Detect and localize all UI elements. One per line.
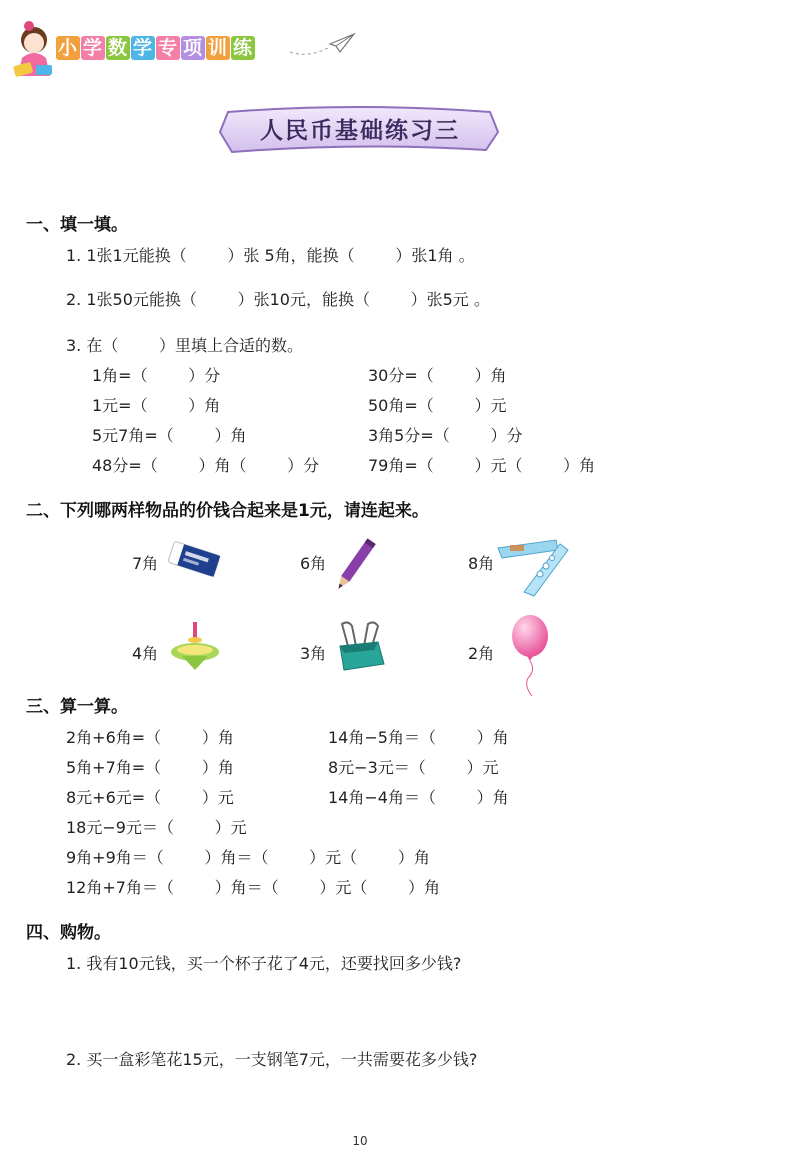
series-title-char: 数 xyxy=(107,37,128,59)
section-3-heading: 三、算一算。 xyxy=(26,697,128,717)
item-price-balloon: 2角 xyxy=(468,644,495,663)
item-price-binder-clip: 3角 xyxy=(300,644,327,663)
s1-row-1-right: 30分=（ ）角 xyxy=(368,366,507,385)
s3-row-4-left: 18元−9元＝（ ）元 xyxy=(66,818,247,837)
s3-row-2-left: 5角+7角=（ ）角 xyxy=(66,758,234,777)
s4-question-2: 2. 买一盒彩笔花15元，一支钢笔7元，一共需要花多少钱? xyxy=(66,1050,478,1069)
series-title-char: 练 xyxy=(232,37,253,59)
balloon-icon xyxy=(508,614,554,698)
s3-row-6-left: 12角+7角＝（ ）角＝（ ）元（ ）角 xyxy=(66,878,441,897)
pencil-icon xyxy=(330,534,380,596)
item-price-ruler: 8角 xyxy=(468,554,495,573)
item-price-eraser: 7角 xyxy=(132,554,159,573)
eraser-icon xyxy=(166,536,222,582)
s3-row-3-left: 8元+6元=（ ）元 xyxy=(66,788,234,807)
s3-row-3-right: 14角−4角＝（ ）角 xyxy=(328,788,509,807)
s4-question-1: 1. 我有10元钱，买一个杯子花了4元，还要找回多少钱? xyxy=(66,954,462,973)
s1-row-2-right: 50角=（ ）元 xyxy=(368,396,507,415)
s1-row-1-left: 1角=（ ）分 xyxy=(92,366,221,385)
s1-row-3-right: 3角5分=（ ）分 xyxy=(368,426,523,445)
series-title-char: 训 xyxy=(207,37,228,59)
item-price-pencil: 6角 xyxy=(300,554,327,573)
section-2-heading: 二、下列哪两样物品的价钱合起来是1元，请连起来。 xyxy=(26,501,429,521)
s1-row-2-left: 1元=（ ）角 xyxy=(92,396,221,415)
s1-question-3: 3. 在（ ）里填上合适的数。 xyxy=(66,336,304,355)
series-title-char: 专 xyxy=(157,37,178,59)
series-title-tiles xyxy=(56,37,256,59)
girl-reading-icon xyxy=(6,18,62,80)
paper-plane-icon xyxy=(288,30,358,60)
s3-row-5-left: 9角+9角＝（ ）角＝（ ）元（ ）角 xyxy=(66,848,430,867)
s1-row-4-left: 48分=（ ）角（ ）分 xyxy=(92,456,320,475)
page-title: 人民币基础练习三 xyxy=(260,118,460,144)
s3-row-2-right: 8元−3元＝（ ）元 xyxy=(328,758,499,777)
series-title-char: 项 xyxy=(182,37,203,59)
series-title-char: 小 xyxy=(57,37,78,59)
series-title-char: 学 xyxy=(132,37,153,59)
spinning-top-icon xyxy=(168,618,222,674)
section-4-heading: 四、购物。 xyxy=(26,923,111,943)
item-price-spinning-top: 4角 xyxy=(132,644,159,663)
s1-question-1: 1. 1张1元能换（ ）张 5角，能换（ ）张1角 。 xyxy=(66,246,475,265)
s3-row-1-left: 2角+6角=（ ）角 xyxy=(66,728,234,747)
page-number: 10 xyxy=(352,1134,368,1148)
series-title xyxy=(56,36,256,60)
s1-row-3-left: 5元7角=（ ）角 xyxy=(92,426,247,445)
s1-question-2: 2. 1张50元能换（ ）张10元，能换（ ）张5元 。 xyxy=(66,290,490,309)
section-1-heading: 一、填一填。 xyxy=(26,215,128,235)
s1-row-4-right: 79角=（ ）元（ ）角 xyxy=(368,456,596,475)
s3-row-1-right: 14角−5角＝（ ）角 xyxy=(328,728,509,747)
binder-clip-icon xyxy=(334,620,386,674)
ruler-icon xyxy=(494,536,572,598)
series-title-char: 学 xyxy=(82,37,103,59)
